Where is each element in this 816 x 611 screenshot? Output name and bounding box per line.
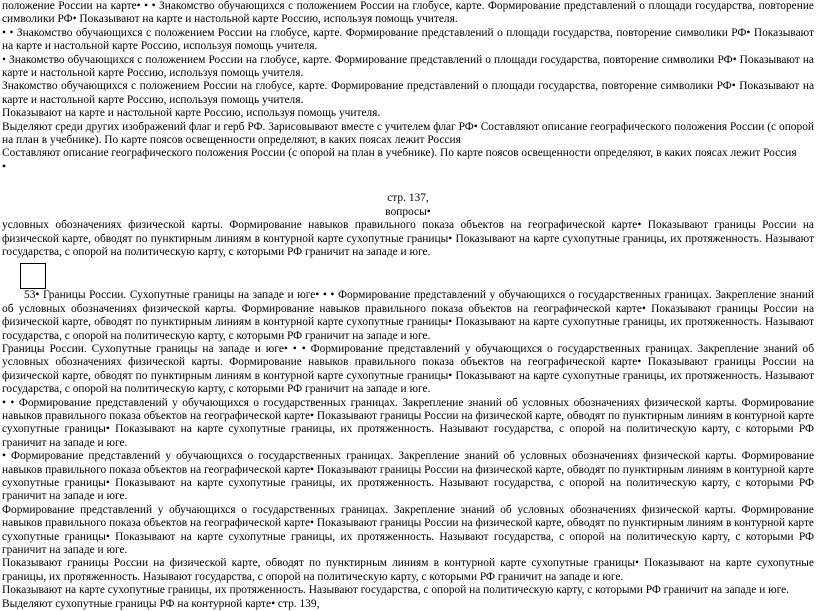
- empty-table-cell-box: [20, 263, 46, 289]
- paragraph-lesson-53: 53• Границы России. Сухопутные границы на западе и юге• • • Формирование представлений у обучающихся о государственных границах. Закрепление знаний об условных обозначениях физической карты. Формирование навыков правильного показа объектов на географической карте• Показывают границы России на физической карте, обводят по пунктирным линиям в контурной карте сухопутные границы• Показывают на карте сухопутные границы, их протяженность. Называют государства, с опорой на политическую карту, с которыми РФ граничит на западе и юге.: [2, 289, 814, 342]
- paragraph-position-2: • • Знакомство обучающихся с положением России на глобусе, карте. Формирование представлений о площади государства, повторение символики РФ• Показывают на карте и настольной карте Россию, используя помощь учителя.: [2, 26, 814, 53]
- paragraph-position-1: положение России на карте• • • Знакомство обучающихся с положением России на глобусе, карте. Формирование представлений о площади государства, повторение символики РФ• Показывают на карте и настольной карте Россию, используя помощь учителя.: [2, 0, 814, 26]
- paragraph-flag-1: Выделяют среди других изображений флаг и герб РФ. Зарисовывают вместе с учителем флаг РФ• Составляют описание географического положения России (с опорой на план в учебнике). По карте поясов освещенности определяют, в каких поясах лежит Россия: [2, 120, 814, 147]
- paragraph-borders-intro: условных обозначениях физической карты. Формирование навыков правильного показа объектов на географической карте• Показывают границы России на физической карте, обводят по пунктирным линиям в контурной карте сухопутные границы• Показывают на карте сухопутные границы, их протяженность. Называют государства, с опорой на политическую карту, с которыми РФ граничит на западе и юге.: [2, 219, 814, 258]
- spacer: [2, 259, 814, 263]
- paragraph-borders-6: Показывают границы России на физической карте, обводят по пунктирным линиям в контурной карте сухопутные границы• Показывают на карте сухопутные границы, их протяженность. Называют государства, с опорой на политическую карту, с которыми РФ граничит на западе и юге.: [2, 557, 814, 583]
- paragraph-position-3: • Знакомство обучающихся с положением России на глобусе, карте. Формирование представлений о площади государства, повторение символики РФ• Показывают на карте и настольной карте Россию, используя помощь учителя.: [2, 53, 814, 80]
- bullet-line: •: [2, 160, 6, 173]
- paragraph-position-4: Знакомство обучающихся с положением России на глобусе, карте. Формирование представлений о площади государства, повторение символики РФ• Показывают на карте и настольной карте Россию, используя помощь учителя.: [2, 80, 814, 106]
- paragraph-position-5: Показывают на карте и настольной карте Россию, используя помощь учителя.: [2, 107, 381, 120]
- paragraph-borders-4: • Формирование представлений у обучающихся о государственных границах. Закрепление знаний об условных обозначениях физической карты. Формирование навыков правильного показа объектов на географической карте• Показывают границы России на физической карте, обводят по пунктирным линиям в контурной карте сухопутные границы• Показывают на карте сухопутные границы, их протяженность. Называют государства, с опорой на политическую карту, с которыми РФ граничит на западе и юге.: [2, 450, 814, 503]
- paragraph-borders-7: Показывают на карте сухопутные границы, их протяженность. Называют государства, с опорой на политическую карту, с которыми РФ граничит на западе и юге.: [2, 584, 790, 597]
- paragraph-borders-2: Границы России. Сухопутные границы на западе и юге• • • Формирование представлений у обучающихся о государственных границах. Закрепление знаний об условных обозначениях физической карты. Формирование навыков правильного показа объектов на географической карте• Показывают границы России на физической карте, обводят по пунктирным линиям в контурной карте сухопутные границы• Показывают на карте сухопутные границы, их протяженность. Называют государства, с опорой на политическую карту, с которыми РФ граничит на западе и юге.: [2, 342, 814, 396]
- spacer: [2, 174, 814, 192]
- paragraph-flag-2: Составляют описание географического положения России (с опорой на план в учебнике). По карте поясов освещенности определяют, в каких поясах лежит Россия: [2, 147, 797, 160]
- paragraph-contour-map: Выделяют сухопутные границы РФ на контурной карте• стр. 139,: [2, 597, 320, 610]
- page-reference: стр. 137,: [387, 192, 429, 205]
- paragraph-borders-5: Формирование представлений у обучающихся о государственных границах. Закрепление знаний об условных обозначениях физической карты. Формирование навыков правильного показа объектов на географической карте• Показывают границы России на физической карте, обводят по пунктирным линиям в контурной карте сухопутные границы• Показывают на карте сухопутные границы, их протяженность. Называют государства, с опорой на политическую карту, с которыми РФ граничит на западе и юге.: [2, 503, 814, 557]
- document-page: [2, 0, 814, 611]
- paragraph-borders-3: • • Формирование представлений у обучающихся о государственных границах. Закрепление знаний об условных обозначениях физической карты. Формирование навыков правильного показа объектов на географической карте• Показывают границы России на физической карте, обводят по пунктирным линиям в контурной карте сухопутные границы• Показывают на карте сухопутные границы, их протяженность. Называют государства, с опорой на политическую карту, с которыми РФ граничит на западе и юге.: [2, 396, 814, 449]
- questions-label: вопросы•: [385, 205, 431, 218]
